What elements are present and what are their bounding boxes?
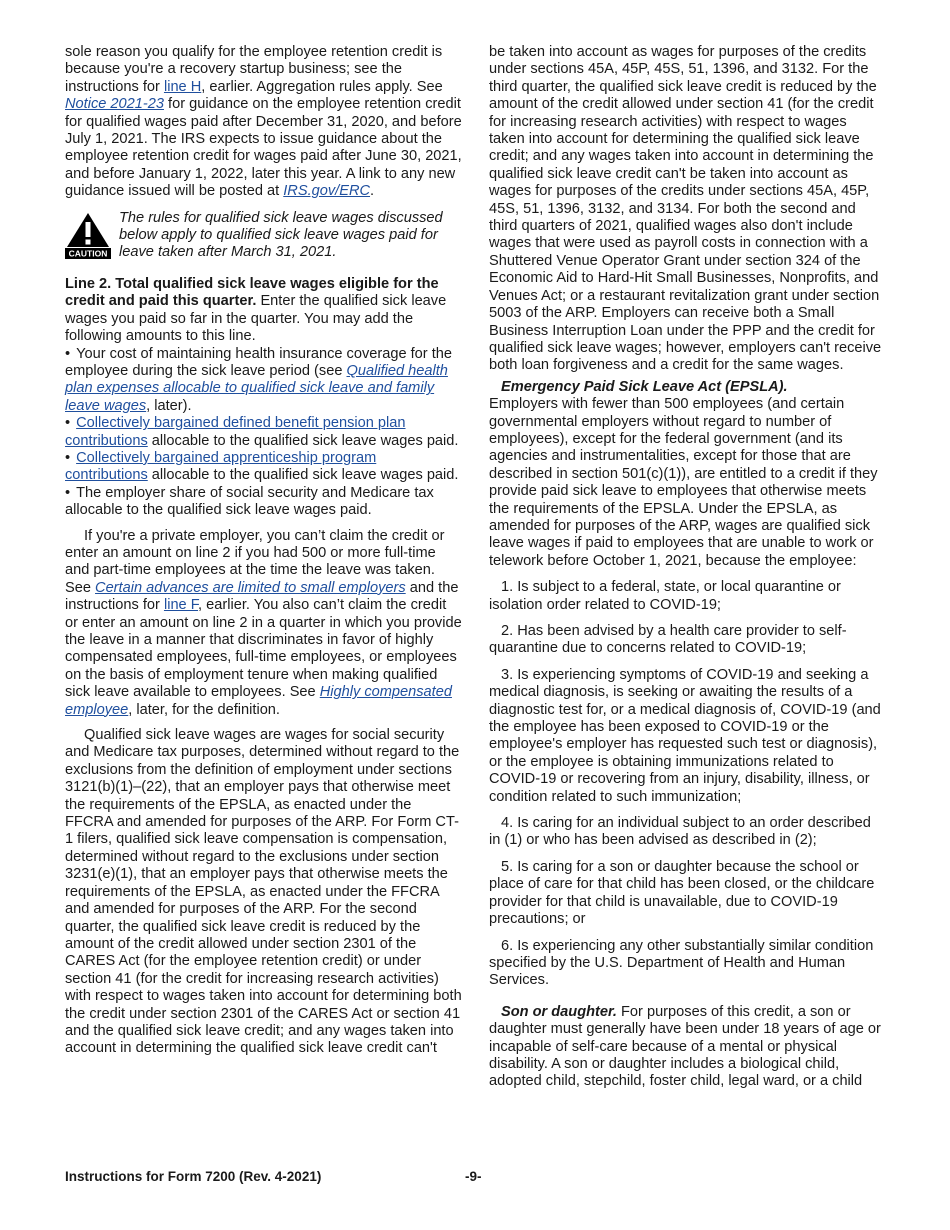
bullet-pension xyxy=(65,415,463,450)
notice-2021-23-link[interactable]: Notice 2021-23 xyxy=(65,96,164,113)
footer-form-title: Instructions for Form 7200 (Rev. 4-2021) xyxy=(65,1169,322,1184)
bullet1-text: Your cost of maintaining health insurance coverage for the employee during the sick leave period (see xyxy=(65,345,452,379)
caution-box xyxy=(65,210,463,262)
pension-contributions-link[interactable]: Collectively bargained defined benefit pension plan contributions xyxy=(65,415,406,449)
caution-icon-label: CAUTION xyxy=(68,248,108,259)
irs-erc-link[interactable]: IRS.gov/ERC xyxy=(283,183,371,200)
left-column xyxy=(65,44,463,1058)
son-daughter-text: For purposes of this credit, a son or daughter must generally have been under 18 years of age or incapable of self-care because of a mental or physical disability. A son or daughter includes a biological child, adopted child, stepchild, foster child, legal ward, or a child xyxy=(489,1003,881,1090)
right-column xyxy=(489,44,885,1091)
epsla-heading: Emergency Paid Sick Leave Act (EPSLA). xyxy=(501,378,788,395)
private-text-2: and the instructions for xyxy=(65,579,459,614)
qualified-wages-paragraph: Qualified sick leave wages are wages for social security and Medicare tax purposes, determined without regard to the exclusions from the definition of employment under sections 3121(b)(1)–(22), that an employer pays that otherwise meet the requirements of the EPSLA, as enacted under the FFCRA and amended for purposes of the ARP. For Form CT-1 filers, qualified sick leave compensation is compensation, determined without regard to the exclusions under section 3231(e)(1), that an employer pays that otherwise meets the requirements of the EPSLA, as enacted under the FFCRA and amended for purposes of the ARP. For the second quarter, the qualified sick leave credit is reduced by the amount of the credit allowed under section 2301 of the CARES Act (for the employee retention credit) or under section 41 (for the credit for increasing research activities) with respect to wages taken into account for determining both the credit under section 2301 of the CARES Act or section 41 and the qualified sick leave credit; and any wages taken into account in determining the qualified sick leave credit can't xyxy=(65,727,462,1057)
intro-paragraph xyxy=(65,44,463,201)
line2-paragraph xyxy=(65,276,463,346)
intro-text-1: sole reason you qualify for the employee retention credit is because you're a recovery startup business; see the instructions for xyxy=(65,44,443,95)
intro-text-3: for guidance on the employee retention credit for qualified wages paid after December 31, 2020, and before July 1, 2021. The IRS expects to issue guidance about the employee retention credit for wages paid after June 30, 2021, and before January 1, 2022, later this year. A link to any new guidance issued will be posted at xyxy=(65,96,462,200)
private-text-1: If you're a private employer, you can’t claim the credit or enter an amount on line 2 if you had 500 or more full-time and part-time employees at the time the leave was taken. See xyxy=(65,527,445,596)
intro-text-4: . xyxy=(370,183,375,200)
line-f-link[interactable]: line F xyxy=(163,597,199,614)
caution-icon xyxy=(65,211,111,259)
caution-text: The rules for qualified sick leave wages discussed below apply to qualified sick leave wages paid for leave taken after March 31, 2021. xyxy=(119,209,443,261)
private-text-3: , earlier. You also can’t claim the credit or enter an amount on line 2 in a quarter in which you provide the leave in a manner that discriminates in favor of highly compensated employees, full-time employees, or employees on the basis of employment tenure when making qualified sick leave available to employees. See xyxy=(65,597,462,701)
epsla-heading-line xyxy=(489,379,885,396)
condition-item-2: 2. Has been advised by a health care provider to self-quarantine due to concerns related to COVID-19; xyxy=(489,623,847,657)
qualified-health-plan-link[interactable]: Qualified health plan expenses allocable to qualified sick leave and family leave wages xyxy=(65,362,448,414)
page-number: -9- xyxy=(465,1169,482,1184)
epsla-paragraph: Employers with fewer than 500 employees (and certain governmental employers without regard to number of employees), except for the federal government (and its agencies and instrumentalities, except for those that are described in section 501(c)(1)), are entitled to a credit if they provide paid sick leave to employees that otherwise meets the requirements of the EPSLA. Under the EPSLA, as amended for purposes of the ARP, wages are qualified sick leave wages if paid to employees that are unable to work or telework before October 1, 2021, because the employee: xyxy=(489,396,878,569)
intro-text-2: , earlier. Aggregation rules apply. See xyxy=(201,78,443,95)
condition-item-5: 5. Is caring for a son or daughter because the school or place of care for that child has been closed, or the childcare provider for that child is unavailable, due to COVID-19 precautions; or xyxy=(489,858,875,928)
highly-compensated-link[interactable]: Highly compensated employee xyxy=(65,684,452,718)
bullet-employer-share xyxy=(65,485,463,520)
line2-text: Enter the qualified sick leave wages you paid so far in the quarter. You may add the following amounts to this line. xyxy=(65,293,447,345)
condition-item-4: 4. Is caring for an individual subject to an order described in (1) or who has been advised as described in (2); xyxy=(489,815,871,849)
private-employer-paragraph xyxy=(65,528,463,719)
condition-item-6: 6. Is experiencing any other substantially similar condition specified by the U.S. Department of Health and Human Services. xyxy=(489,937,874,989)
bullet1-text-end: , later). xyxy=(146,397,192,414)
apprenticeship-contributions-link[interactable]: Collectively bargained apprenticeship program contributions xyxy=(65,449,377,484)
line2-heading: Line 2. Total qualified sick leave wages eligible for the credit and paid this quarter. xyxy=(65,275,439,310)
bullet3-text: allocable to the qualified sick leave wages paid. xyxy=(147,467,459,484)
bullet-health-insurance xyxy=(65,346,463,416)
private-text-4: , later, for the definition. xyxy=(128,701,280,718)
certain-advances-link[interactable]: Certain advances are limited to small employers xyxy=(95,579,406,596)
line-h-link[interactable]: line H xyxy=(163,78,202,95)
bullet2-text: allocable to the qualified sick leave wages paid. xyxy=(147,432,459,449)
condition-item-1: 1. Is subject to a federal, state, or local quarantine or isolation order related to COVID-19; xyxy=(489,579,841,613)
bullet4-text: The employer share of social security and Medicare tax allocable to the qualified sick leave wages paid. xyxy=(65,484,434,519)
continued-paragraph: be taken into account as wages for purposes of the credits under sections 45A, 45P, 45S, 51, 1396, and 3132. For the third quarter, the qualified sick leave credit is reduced by the amount of the credit allowed under section 41 (for the credit for increasing research activities) with respect to wages taken into account for determining the qualified sick leave credit; and any wages taken into account in determining the qualified sick leave credit can't be taken into account as wages for purposes of the credits under sections 45A, 45P, 45S, 51, 1396, 3132, and 3134. For both the second and third quarters of 2021, qualified wages also don't include wages that were used as payroll costs in connection with a Shuttered Venue Operator Grant under section 324 of the Economic Aid to Hard-Hit Small Businesses, Nonprofits, and Venues Act; or a restaurant revitalization grant under section 5003 of the ARP. Employers can receive both a Small Business Interruption Loan under the PPP and the credit for qualified sick leave wages; however, employers can't receive both loan forgiveness and a credit for the same wages. xyxy=(489,44,882,374)
son-daughter-heading: Son or daughter. xyxy=(501,1003,617,1020)
condition-item-3: 3. Is experiencing symptoms of COVID-19 and seeking a medical diagnosis, is seeking or awaiting the results of a diagnostic test for, or a medical diagnosis of, COVID-19 (and the employee has been exposed to COVID-19 or the employee's employer has requested such test or diagnosis), or the employee is obtaining immunizations related to COVID-19 or recovering from an injury, disability, illness, or condition related to such immunization; xyxy=(489,666,881,805)
bullet-apprenticeship xyxy=(65,450,463,485)
son-daughter-paragraph xyxy=(489,1004,885,1091)
